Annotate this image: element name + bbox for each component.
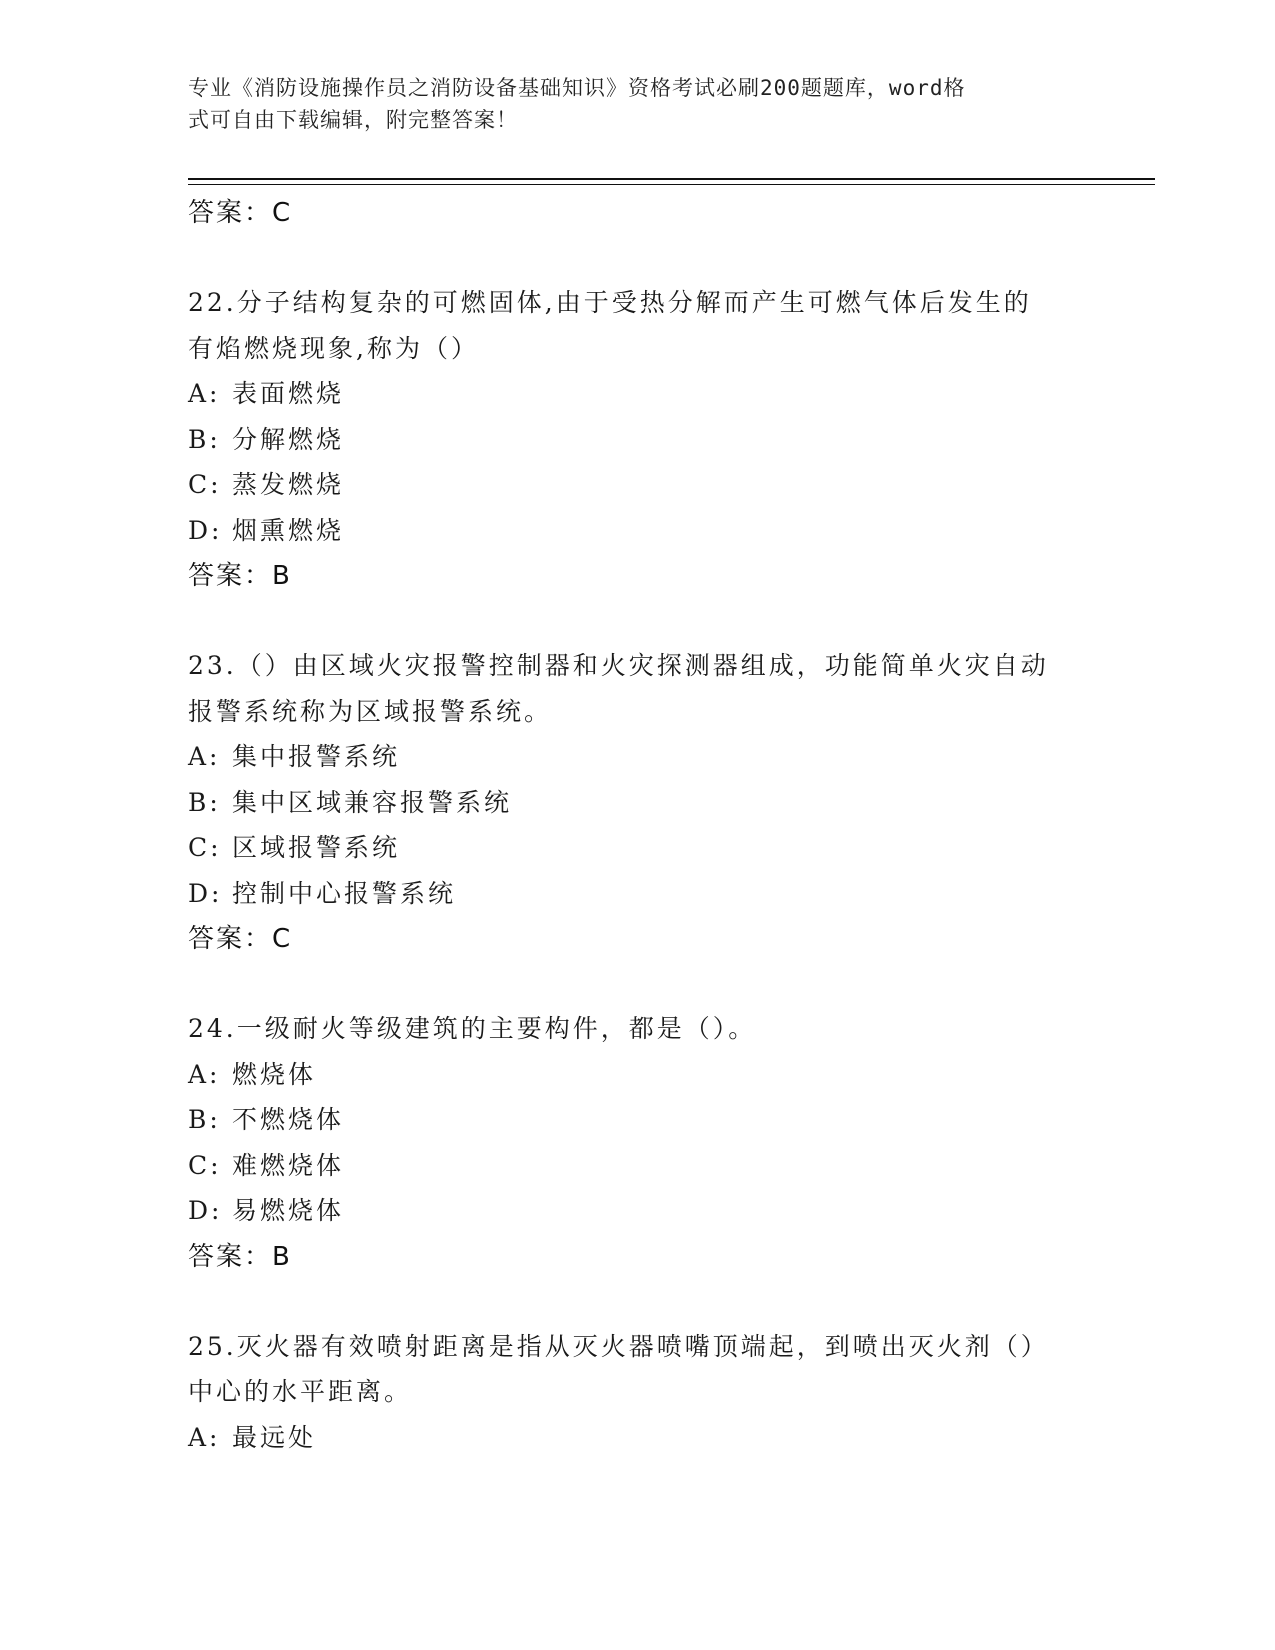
option-key: D: [188, 515, 223, 545]
option-text: 烟熏燃烧 [232, 515, 345, 545]
option-key: B: [188, 424, 221, 454]
option-a [188, 1415, 1088, 1461]
answer-line: 答案：C [188, 924, 293, 954]
option-d [188, 1188, 1088, 1234]
header-rule-thin [188, 184, 1155, 185]
option-text: 集中区域兼容报警系统 [232, 787, 513, 817]
question-text: 22.分子结构复杂的可燃固体,由于受热分解而产生可燃气体后发生的 [188, 288, 1032, 317]
option-key: D: [188, 1196, 223, 1225]
question-list [188, 190, 1088, 1460]
option-text: 难燃烧体 [232, 1150, 345, 1180]
question-text: 中心的水平距离。 [188, 1377, 413, 1406]
option-text: 表面燃烧 [232, 379, 345, 408]
option-text: 不燃烧体 [232, 1105, 345, 1134]
option-key: A: [188, 1422, 221, 1452]
question-text: 有焰燃烧现象,称为（） [188, 333, 479, 363]
question-22 [188, 280, 1088, 599]
question-text: 报警系统称为区域报警系统。 [188, 696, 553, 726]
answer-line: 答案：B [188, 1241, 292, 1272]
option-key: B: [188, 1105, 221, 1134]
option-key: A: [188, 1059, 221, 1089]
option-key: A: [188, 379, 221, 408]
option-text: 区域报警系统 [232, 833, 401, 862]
header-rule-thick [188, 178, 1155, 180]
option-b [188, 1097, 1088, 1143]
option-text: 集中报警系统 [232, 742, 401, 771]
option-d [188, 508, 1088, 554]
header-line-1: 专业《消防设施操作员之消防设备基础知识》资格考试必刷200题题库，word格 [188, 76, 966, 100]
answer-line: 答案：B [188, 561, 292, 591]
option-text: 分解燃烧 [232, 424, 345, 454]
option-a [188, 1052, 1088, 1098]
option-a [188, 371, 1088, 417]
option-text: 最远处 [232, 1422, 317, 1452]
answer-line: 答案：C [188, 198, 293, 228]
option-c [188, 1143, 1088, 1189]
question-24 [188, 1006, 1088, 1280]
option-b [188, 780, 1088, 826]
option-key: C: [188, 470, 222, 499]
question-23 [188, 643, 1088, 962]
option-key: D: [188, 878, 223, 908]
option-text: 控制中心报警系统 [232, 878, 457, 908]
option-key: A: [188, 742, 221, 771]
option-c [188, 462, 1088, 508]
option-text: 易燃烧体 [232, 1196, 345, 1225]
option-text: 燃烧体 [232, 1059, 317, 1089]
document-header [188, 72, 1068, 136]
option-key: C: [188, 833, 222, 862]
question-text: 25.灭火器有效喷射距离是指从灭火器喷嘴顶端起，到喷出灭火剂（） [188, 1331, 1049, 1361]
question-25 [188, 1324, 1088, 1461]
option-c [188, 825, 1088, 871]
question-text: 24.一级耐火等级建筑的主要构件，都是（）。 [188, 1014, 757, 1043]
option-key: C: [188, 1150, 222, 1180]
option-a [188, 734, 1088, 780]
option-text: 蒸发燃烧 [232, 470, 345, 499]
option-b [188, 417, 1088, 463]
option-d [188, 871, 1088, 917]
header-line-2: 式可自由下载编辑，附完整答案！ [188, 108, 518, 132]
option-key: B: [188, 787, 221, 817]
question-text: 23.（）由区域火灾报警控制器和火灾探测器组成，功能简单火灾自动 [188, 651, 1049, 680]
